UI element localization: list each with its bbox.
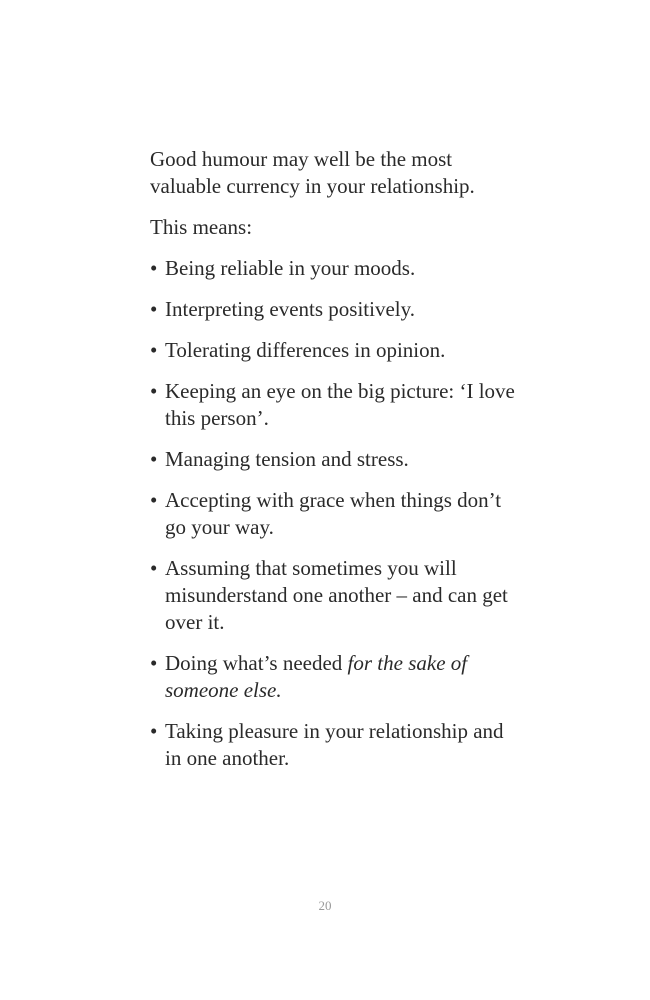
intro-paragraph: Good humour may well be the most valuable currency in your relationship. xyxy=(150,147,475,198)
list-item-text: Accepting with grace when things don’t go your way. xyxy=(165,488,502,539)
list-item-text: Doing what’s needed xyxy=(165,651,348,675)
bullet-icon: • xyxy=(150,447,158,471)
page-number: 20 xyxy=(318,898,332,913)
list-item xyxy=(150,296,520,323)
lead-paragraph: This means: xyxy=(150,215,253,239)
bullet-icon: • xyxy=(150,256,158,280)
list-item-text: Being reliable in your moods. xyxy=(165,256,416,280)
list-item-text: Assuming that sometimes you will misunderstand one another – and can get over it. xyxy=(165,556,508,634)
bullet-icon: • xyxy=(150,556,158,580)
list-item-emphasis: for the sake of someone else. xyxy=(165,651,468,702)
bullet-icon: • xyxy=(150,488,158,512)
bullet-icon: • xyxy=(150,651,158,675)
list-item-text: Tolerating differences in opinion. xyxy=(165,338,446,362)
list-item xyxy=(150,446,520,473)
list-item xyxy=(150,650,520,704)
bullet-icon: • xyxy=(150,379,158,403)
page-body xyxy=(150,146,520,786)
bullet-icon: • xyxy=(150,719,158,743)
list-item-text: Keeping an eye on the big picture: ‘I love this person’. xyxy=(165,379,515,430)
list-item xyxy=(150,378,520,432)
list-item xyxy=(150,718,520,772)
list-item xyxy=(150,555,520,636)
list-item xyxy=(150,337,520,364)
bullet-list xyxy=(150,255,520,772)
list-item-text: Interpreting events positively. xyxy=(165,297,415,321)
list-item-text: Managing tension and stress. xyxy=(165,447,409,471)
bullet-icon: • xyxy=(150,297,158,321)
list-item-text: Taking pleasure in your relationship and in one another. xyxy=(165,719,504,770)
list-item xyxy=(150,487,520,541)
list-item xyxy=(150,255,520,282)
bullet-icon: • xyxy=(150,338,158,362)
